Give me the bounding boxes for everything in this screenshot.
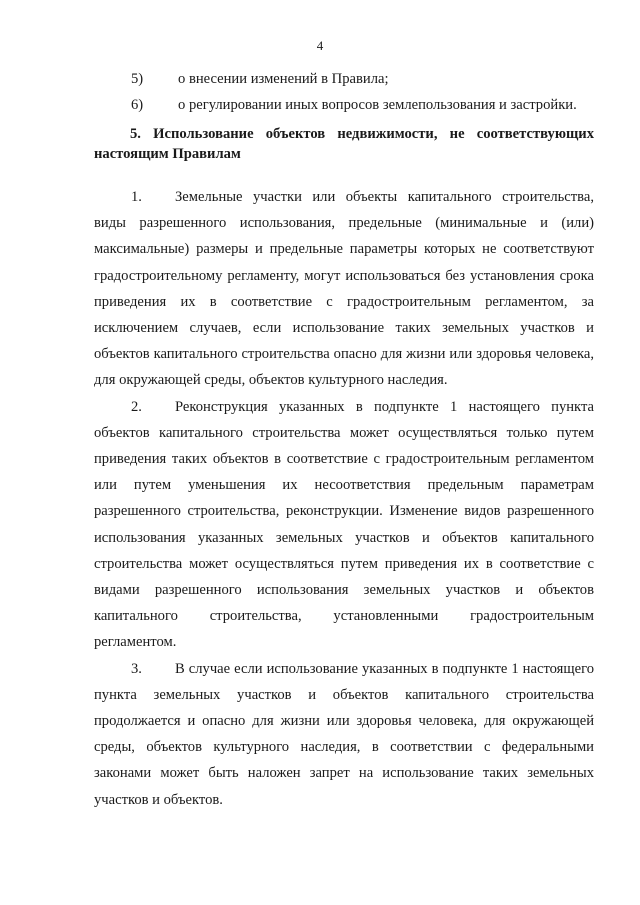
list-item-number: 5) bbox=[131, 71, 144, 87]
paragraph bbox=[94, 394, 594, 656]
document-body bbox=[94, 66, 594, 813]
section-heading-line: 5. Использование объектов недвижимости, не соответствующих bbox=[130, 126, 594, 142]
list-item bbox=[94, 66, 594, 92]
list-item-number: 6) bbox=[131, 97, 144, 113]
paragraph-text: Реконструкция указанных в подпункте 1 настоящего пункта объектов капитального строительства может осуществляться только путем приведения таких объектов в соответствие с градостроительным регламентом или путем уменьшения их несоответствия предельным параметрам разрешенного строительства, реконструкции. Изменение видов разрешенного использования указанных земельных участков и объектов капитального строительства может осуществляться путем приведения их в соответствие с видами разрешенного использования земельных участков и объектов капитального строительства, установленными градостроительным регламентом. bbox=[94, 398, 594, 651]
page-number: 4 bbox=[316, 38, 324, 53]
paragraph-number: 3. bbox=[131, 660, 142, 677]
paragraph-number: 1. bbox=[131, 189, 142, 205]
paragraph-text: В случае если использование указанных в подпункте 1 настоящего пункта земельных участков и объектов капитального строительства продолжается и опасно для жизни или здоровья человека, для окружающей среды, объектов культурного наследия, в соответствии с федеральными законами может быть наложен запрет на использование таких земельных участков и объектов. bbox=[94, 660, 594, 808]
paragraph bbox=[94, 656, 594, 813]
paragraph-number: 2. bbox=[131, 398, 142, 415]
paragraph-text: Земельные участки или объекты капитального строительства, виды разрешенного использования, предельные (минимальные и (или) максимальные) размеры и предельные параметры которых не соответствуют градостроительному регламенту, могут использоваться без установления срока приведения их в соответствие с градостроительным регламентом, за исключением случаев, если использование таких земельных участков и объектов капитального строительства опасно для жизни или здоровья человека, для окружающей среды, объектов культурного наследия. bbox=[94, 189, 594, 389]
list-item-text: о регулировании иных вопросов землепользования и застройки. bbox=[178, 97, 577, 113]
section-heading-line: настоящим Правилам bbox=[94, 146, 241, 162]
list-item bbox=[94, 92, 594, 118]
list-item-text: о внесении изменений в Правила; bbox=[178, 71, 389, 87]
section-heading bbox=[94, 124, 594, 164]
paragraph bbox=[94, 184, 594, 394]
